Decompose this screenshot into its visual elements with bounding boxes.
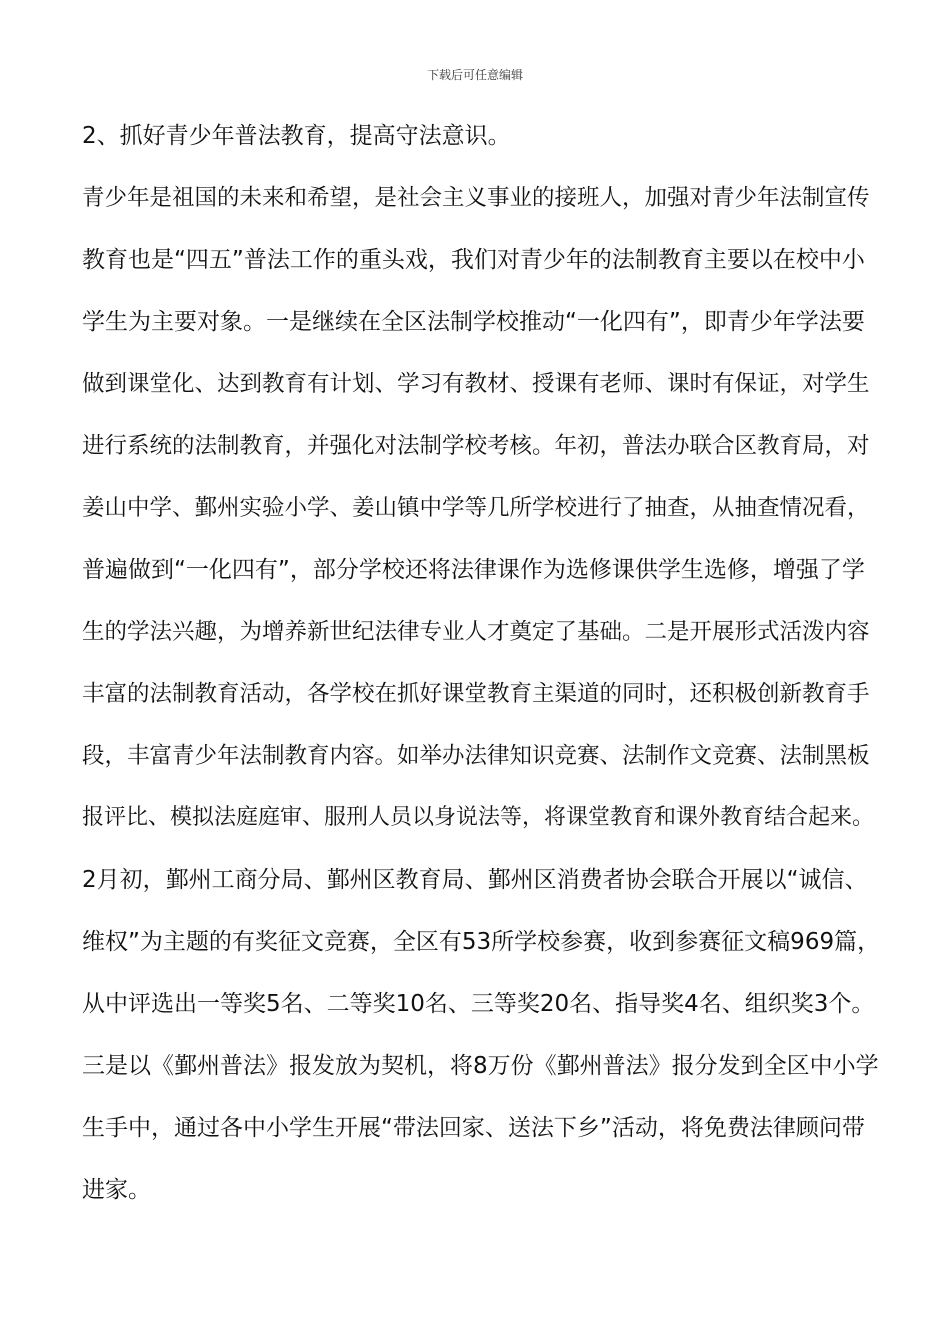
body-line: 进家。 bbox=[82, 1177, 151, 1203]
body-line: 生手中，通过各中小学生开展“带法回家、送法下乡”活动，将免费法律顾问带 bbox=[82, 1115, 865, 1141]
body-line: 普遍做到“一化四有”，部分学校还将法律课作为选修课供学生选修，增强了学 bbox=[82, 557, 865, 583]
body-line: 做到课堂化、达到教育有计划、学习有教材、授课有老师、课时有保证，对学生 bbox=[82, 371, 870, 397]
body-line: 学生为主要对象。一是继续在全区法制学校推动“一化四有”，即青少年学法要 bbox=[82, 309, 865, 335]
body-line: 维权”为主题的有奖征文竞赛，全区有53所学校参赛，收到参赛征文稿969篇， bbox=[82, 929, 881, 955]
body-line: 丰富的法制教育活动，各学校在抓好课堂教育主渠道的同时，还积极创新教育手 bbox=[82, 681, 870, 707]
header-note: 下载后可任意编辑 bbox=[426, 68, 523, 82]
body-line: 段，丰富青少年法制教育内容。如举办法律知识竞赛、法制作文竞赛、法制黑板 bbox=[82, 743, 870, 769]
body-line: 2月初，鄞州工商分局、鄞州区教育局、鄞州区消费者协会联合开展以“诚信、 bbox=[82, 867, 868, 893]
body-line: 进行系统的法制教育，并强化对法制学校考核。年初，普法办联合区教育局，对 bbox=[82, 433, 870, 459]
body-line: 姜山中学、鄞州实验小学、姜山镇中学等几所学校进行了抽查，从抽查情况看， bbox=[82, 495, 870, 521]
body-line: 三是以《鄞州普法》报发放为契机，将8万份《鄞州普法》报分发到全区中小学 bbox=[82, 1053, 879, 1079]
body-line: 教育也是“四五”普法工作的重头戏，我们对青少年的法制教育主要以在校中小 bbox=[82, 247, 865, 273]
document-body bbox=[82, 116, 882, 1232]
body-line: 报评比、模拟法庭庭审、服刑人员以身说法等，将课堂教育和课外教育结合起来。 bbox=[82, 805, 875, 830]
body-line: 青少年是祖国的未来和希望，是社会主义事业的接班人，加强对青少年法制宣传 bbox=[82, 185, 870, 211]
section-heading: 2、抓好青少年普法教育，提高守法意识。 bbox=[82, 123, 511, 149]
body-line: 生的学法兴趣，为增养新世纪法律专业人才奠定了基础。二是开展形式活泼内容 bbox=[82, 619, 870, 645]
body-line: 从中评选出一等奖5名、二等奖10名、三等奖20名、指导奖4名、组织奖3个。 bbox=[82, 991, 875, 1017]
